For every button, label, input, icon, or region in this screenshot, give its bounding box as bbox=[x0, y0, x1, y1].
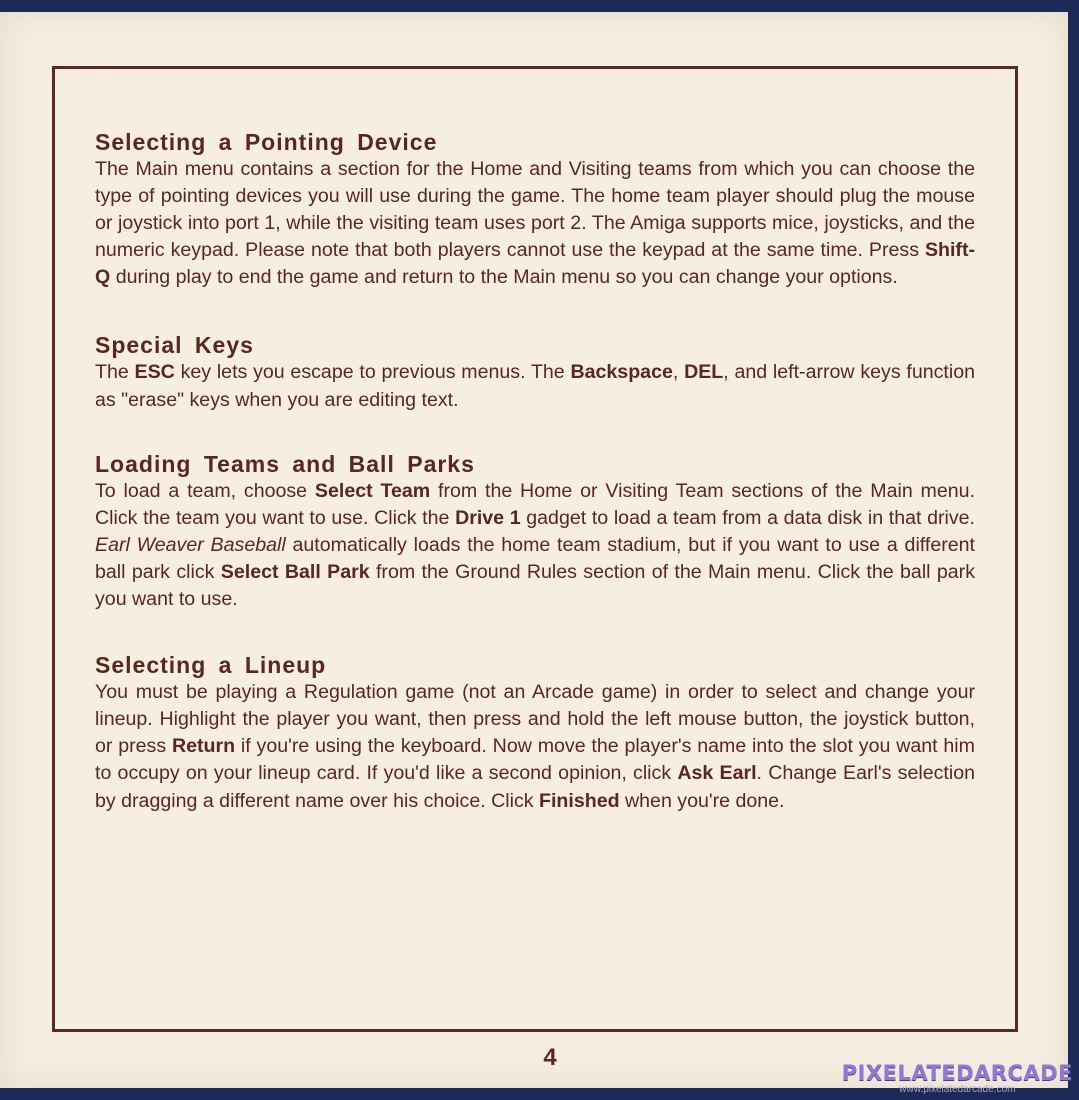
section-heading: Selecting a Pointing Device bbox=[95, 129, 438, 155]
bold-term: Return bbox=[171, 735, 236, 758]
bold-term: Shift-Q bbox=[95, 239, 975, 289]
watermark-brand: PIXELATEDARCADE bbox=[841, 1061, 1073, 1085]
section-body bbox=[95, 359, 975, 413]
text-run: The Main menu contains a section for the Home and Visiting teams from which you can choose the type of pointing devices you will use during the game. The home team player should plug the mouse or joystick into port 1, while the visiting team uses port 2. The Amiga supports mice, joysticks, and the numeric keypad. Please note that both players cannot use the keypad at the same time. Press bbox=[95, 158, 975, 262]
section-heading: Loading Teams and Ball Parks bbox=[95, 450, 475, 477]
text-run: from the Ground Rules section of the Main menu. Click the ball park you want to use. bbox=[95, 560, 975, 611]
text-run: The bbox=[95, 361, 135, 384]
section-special-keys bbox=[95, 331, 975, 413]
text-run: To load a team, choose bbox=[95, 479, 315, 502]
text-run: when you're done. bbox=[619, 789, 785, 812]
bold-term: Select Ball Park bbox=[220, 560, 370, 583]
text-run: if you're using the keyboard. Now move the player's name into the slot you want him to occupy on your lineup card. If you'd like a second opinion, click bbox=[95, 735, 975, 785]
bold-term: Drive 1 bbox=[455, 506, 521, 529]
bold-term: Ask Earl bbox=[677, 762, 757, 785]
text-run: from the Home or Visiting Team sections of the Main menu. Click the team you want to use. Click the bbox=[95, 479, 976, 529]
watermark-logo bbox=[842, 1062, 1073, 1096]
section-body bbox=[95, 679, 975, 814]
text-run: , and left-arrow keys function as "erase" keys when you are editing text. bbox=[95, 361, 976, 411]
text-run: , bbox=[672, 361, 685, 384]
section-pointing-device bbox=[95, 128, 975, 291]
text-run: You must be playing a Regulation game (not an Arcade game) in order to select and change your lineup. Highlight the player you want, then press and hold the left mouse button, the joystick button, or press bbox=[95, 681, 975, 758]
section-heading: Selecting a Lineup bbox=[95, 652, 327, 679]
text-run: automatically loads the home team stadium, but if you want to use a different ball park click bbox=[95, 533, 975, 583]
bold-term: Backspace bbox=[570, 361, 673, 384]
bold-term: Select Team bbox=[314, 479, 431, 502]
section-selecting-lineup bbox=[95, 651, 975, 814]
section-body bbox=[95, 478, 975, 613]
section-body bbox=[95, 156, 975, 291]
text-run: key lets you escape to previous menus. The bbox=[174, 361, 571, 384]
bold-term: ESC bbox=[134, 361, 175, 384]
page-content bbox=[95, 128, 975, 815]
text-run: gadget to load a team from a data disk in that drive. bbox=[520, 506, 975, 529]
section-loading-teams bbox=[95, 450, 975, 613]
italic-title: Earl Weaver Baseball bbox=[95, 533, 286, 556]
manual-page bbox=[0, 12, 1068, 1088]
text-run: during play to end the game and return to the Main menu so you can change your options. bbox=[110, 266, 898, 289]
text-run: . Change Earl's selection by dragging a different name over his choice. Click bbox=[95, 762, 975, 812]
page-number: 4 bbox=[543, 1044, 557, 1071]
watermark-url: www.pixelatedarcade.com bbox=[899, 1084, 1016, 1095]
section-heading: Special Keys bbox=[95, 332, 254, 359]
bold-term: Finished bbox=[539, 789, 620, 812]
bold-term: DEL bbox=[684, 361, 724, 384]
